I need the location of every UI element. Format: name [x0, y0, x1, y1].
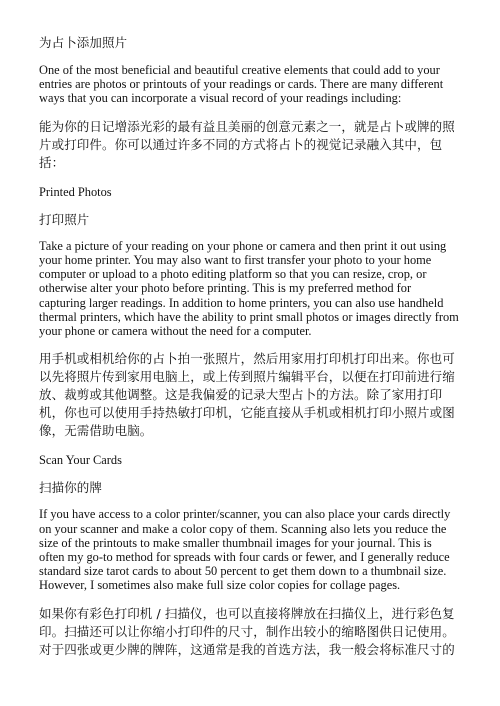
section-heading-zh: 打印照片: [39, 211, 90, 227]
document-page: [39, 34, 459, 659]
title-zh: 为占卜添加照片: [39, 35, 128, 50]
section-body-en: If you have access to a color printer/scanner, you can also place your cards directly on your scanner and make a color copy of them. Scanning also lets you reduce the size of the printouts to make smaller thumbnail images for your journal. This is often my go-to method for spreads with four cards or fewer, and I generally reduce standard size tarot cards to about 50 percent to get them down to a thumbnail size. However, I sometimes also make full size color copies for collage pages.: [39, 507, 451, 593]
section-heading-en: Printed Photos: [39, 184, 112, 199]
intro-paragraph-zh: 能为你的日记增添光彩的最有益且美丽的创意元素之一，就是占卜或牌的照片或打印件。你可以通过许多不同的方式将占卜的视觉记录融入其中，包括：: [39, 118, 455, 170]
intro-paragraph-en: One of the most beneficial and beautiful creative elements that could add to your entries are photos or printouts of your readings or cards. There are many different ways that you can incorporate a visual record of your readings including:: [39, 63, 444, 106]
section-body-zh: 如果你有彩色打印机 / 扫描仪，也可以直接将牌放在扫描仪上，进行彩色复印。扫描还可以让你缩小打印件的尺寸，制作出较小的缩略图供日记使用。对于四张或更少牌的牌阵，这通常是我的首选方法，我一般会将标准尺寸的: [39, 605, 455, 657]
section-heading-en: Scan Your Cards: [39, 453, 122, 468]
section-heading-zh: 扫描你的牌: [39, 480, 103, 496]
section-body-en: Take a picture of your reading on your phone or camera and then print it out using your home printer. You may also want to first transfer your photo to your home computer or upload to a photo editing platform so that you can resize, crop, or otherwise alter your photo before printing. This is my preferred method for capturing larger readings. In addition to home printers, you can also use handheld thermal printers, which have the ability to print small photos or images directly from your phone or camera without the need for a computer.: [39, 238, 459, 339]
section-body-zh: 用手机或相机给你的占卜拍一张照片，然后用家用打印机打印出来。你也可以先将照片传到家用电脑上，或上传到照片编辑平台，以便在打印前进行缩放、裁剪或其他调整。这是我偏爱的记录大型占卜的方法。除了家用打印机，你也可以使用手持热敏打印机，它能直接从手机或相机打印小照片或图像，无需借助电脑。: [39, 351, 455, 439]
